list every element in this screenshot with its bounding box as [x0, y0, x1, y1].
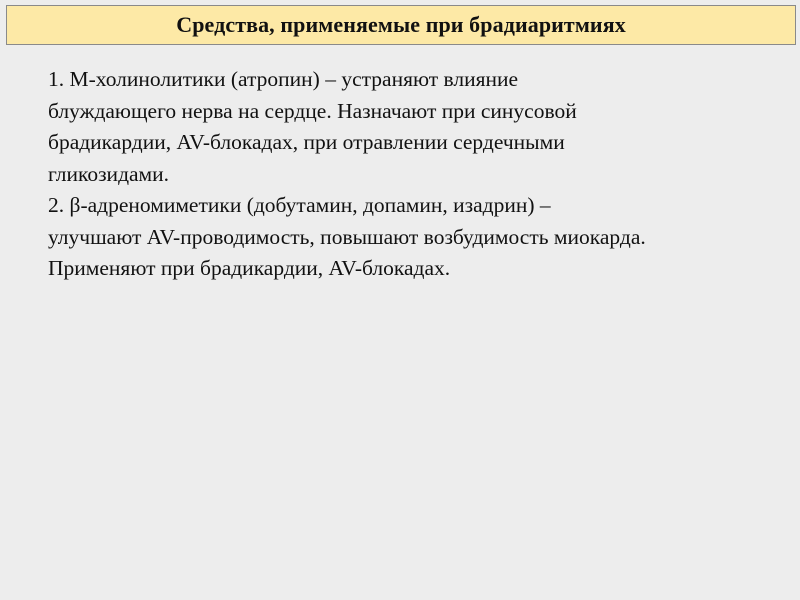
text-line: 1. М-холинолитики (атропин) – устраняют влияние [48, 67, 519, 91]
list-item-atropine [48, 64, 796, 190]
text-line: улучшают AV-проводимость, повышают возбудимость миокарда. [48, 224, 646, 249]
slide-body [48, 64, 796, 285]
text-line: 2. β-адреномиметики (добутамин, допамин, изадрин) – [48, 193, 551, 217]
text-line: брадикардии, AV-блокадах, при отравлении сердечными [48, 130, 565, 154]
slide-title-box [6, 5, 796, 45]
slide-title: Средства, применяемые при брадиаритмиях [176, 12, 626, 37]
text-line: блуждающего нерва на сердце. Назначают при синусовой [48, 98, 577, 123]
list-item-beta-agonists [48, 190, 796, 285]
text-line: Применяют при брадикардии, AV-блокадах. [48, 256, 451, 280]
text-line: гликозидами. [48, 161, 170, 186]
